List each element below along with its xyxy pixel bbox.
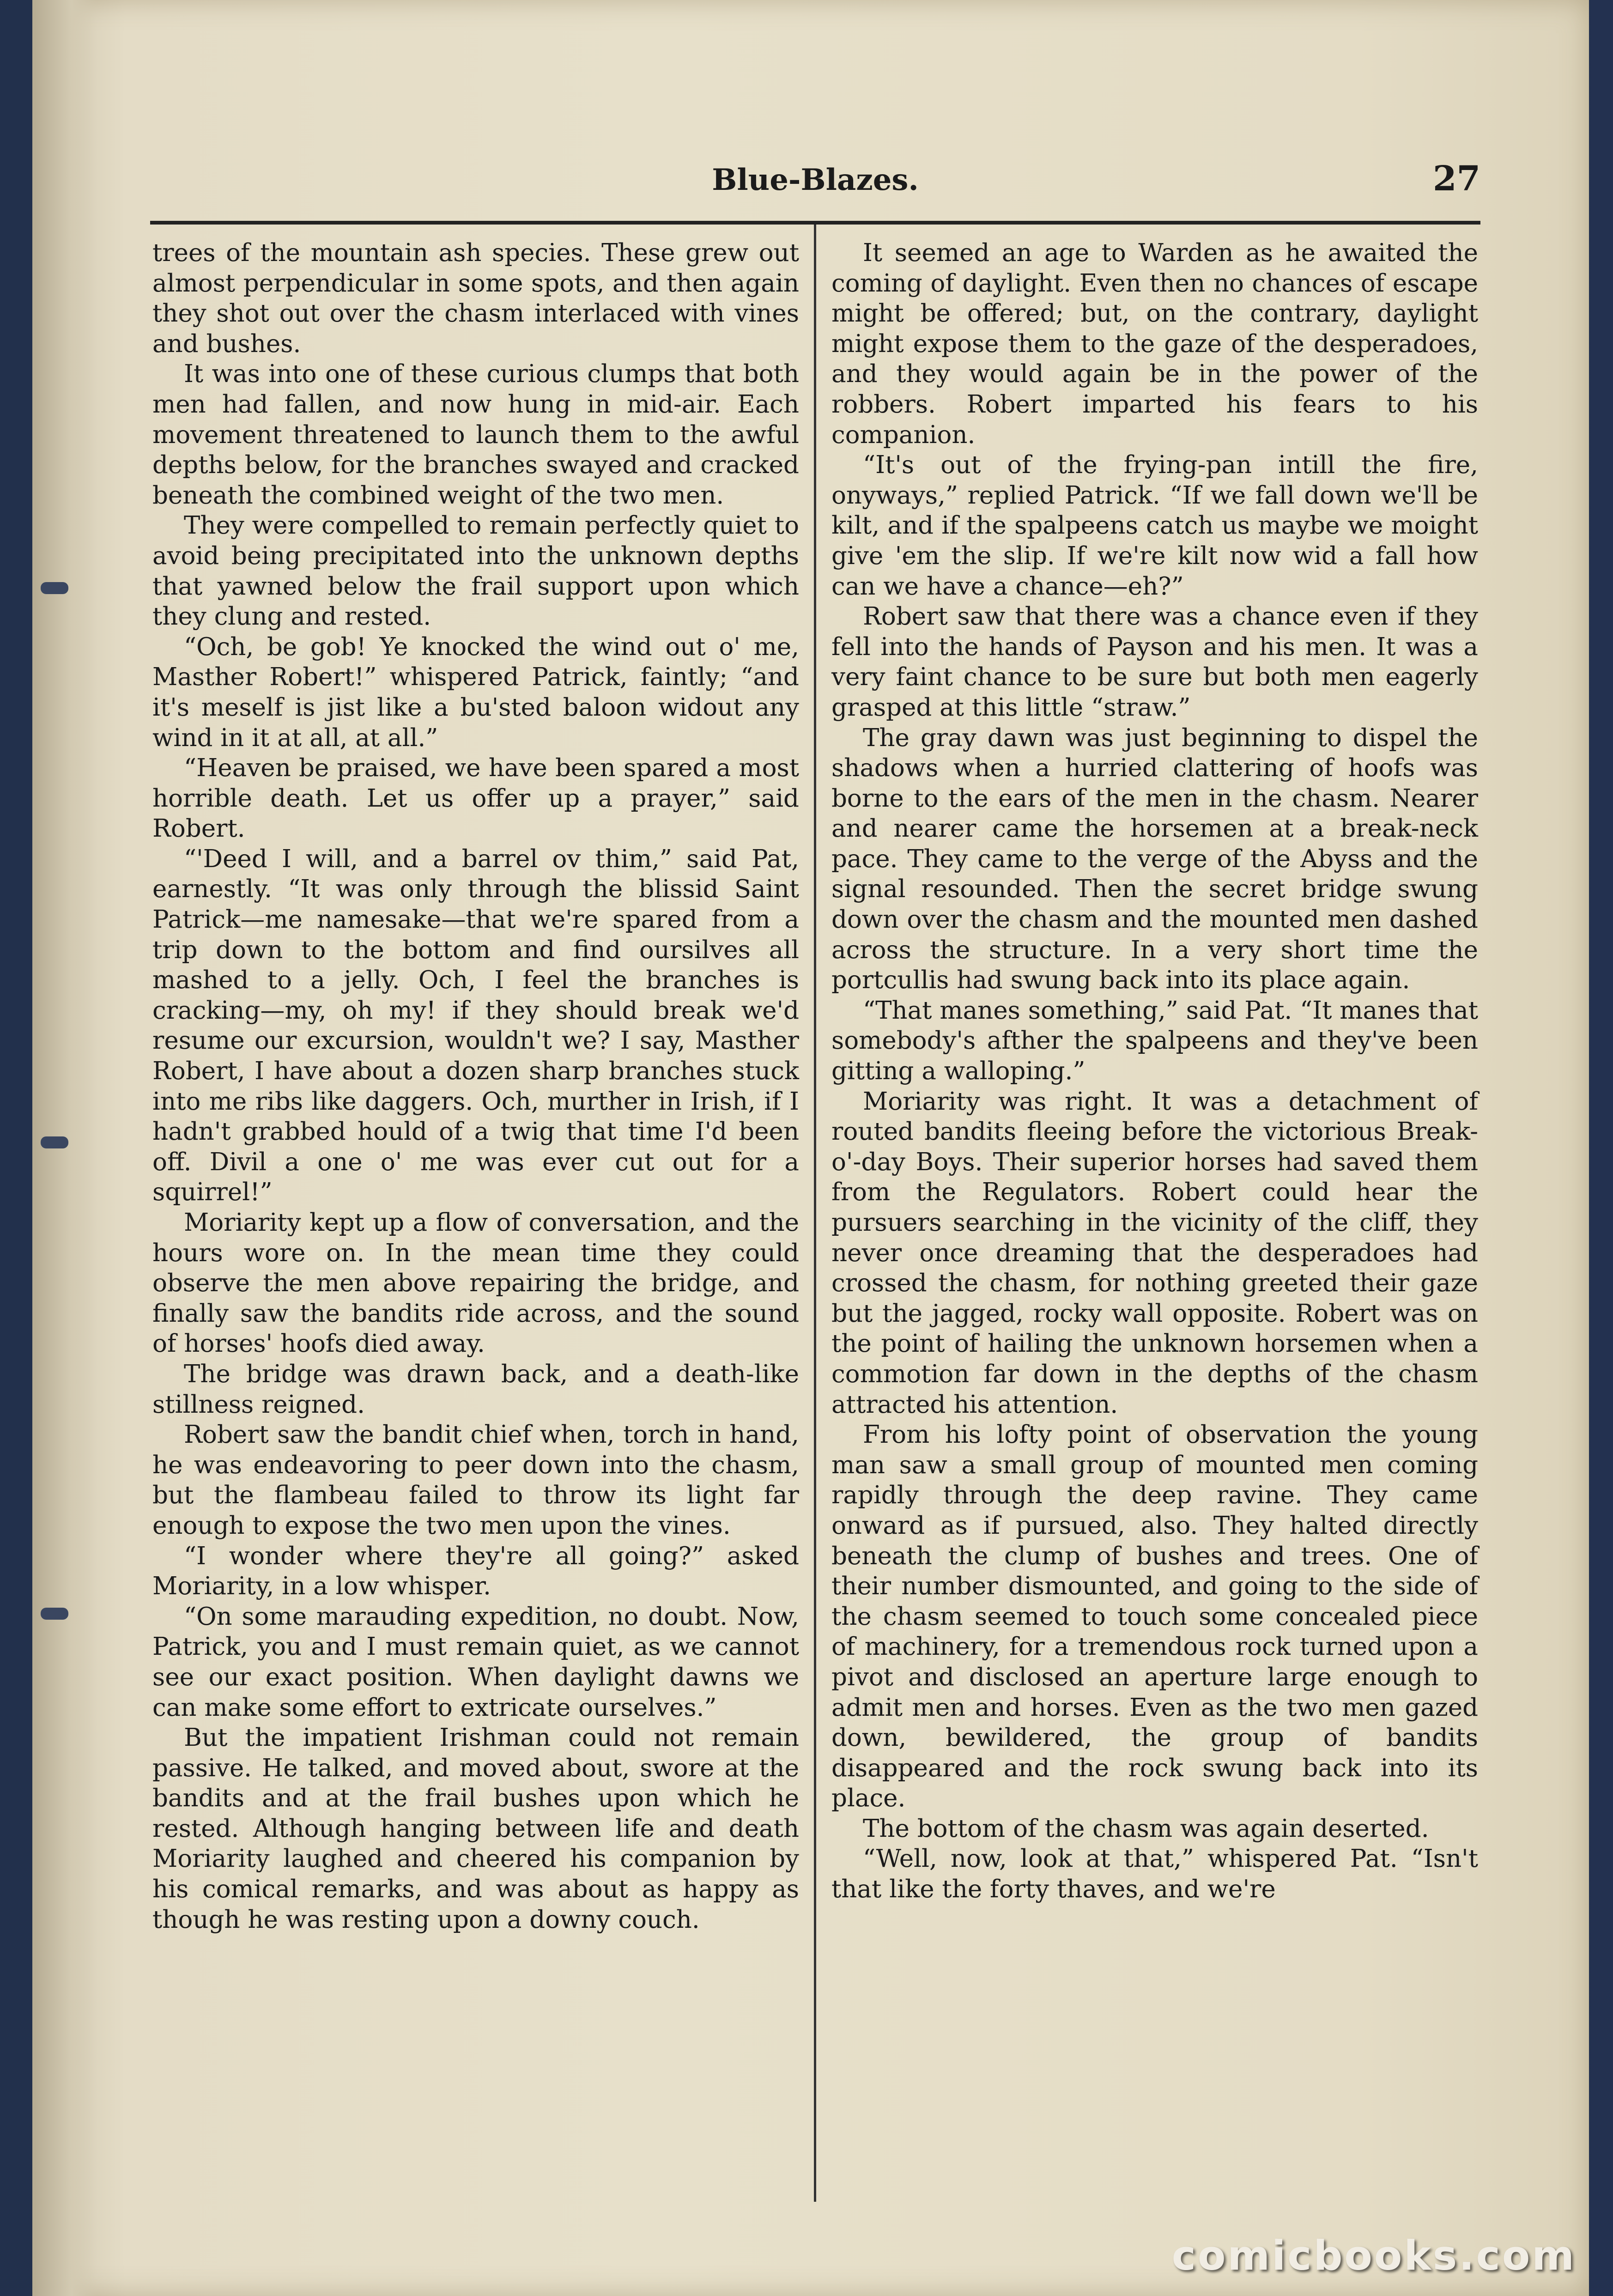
paragraph: It was into one of these curious clumps that both men had fallen, and now hung in mid-air. Each movement threatened to launch them to the awful depths below, for the branches swayed and cracked beneath the combined weight of the two men.	[152, 360, 799, 510]
page-number: 27	[1433, 159, 1480, 199]
paragraph: Moriarity was right. It was a detachment of routed bandits fleeing before the victorious Break-o'-day Boys. Their superior horses had saved them from the Regulators. Robert could hear the pursuers searching in the vicinity of the cliff, they never once dreaming that the desperadoes had crossed the chasm, for nothing greeted their gaze but the jagged, rocky wall opposite. Robert was on the point of hailing the unknown horsemen when a commotion far down in the depths of the chasm attracted his attention.	[831, 1087, 1478, 1419]
paragraph: “I wonder where they're all going?” asked Moriarity, in a low whisper.	[152, 1542, 799, 1601]
paragraph: Robert saw that there was a chance even if they fell into the hands of Payson and his men. It was a very faint chance to be sure but both men eagerly grasped at this little “straw.”	[831, 602, 1478, 722]
paragraph: But the impatient Irishman could not remain passive. He talked, and moved about, swore at the bandits and at the frail bushes upon which he rested. Although hanging between life and death Moriarity laughed and cheered his companion by his comical remarks, and was about as happy as though he was resting upon a downy couch.	[152, 1724, 799, 1934]
paragraph: It seemed an age to Warden as he awaited the coming of daylight. Even then no chances of escape might be offered; but, on the contrary, daylight might expose them to the gaze of the desperadoes, and they would again be in the power of the robbers. Robert imparted his fears to his companion.	[831, 239, 1478, 449]
paragraph: “Well, now, look at that,” whispered Pat. “Isn't that like the forty thaves, and we're	[831, 1845, 1478, 1904]
paragraph: The bottom of the chasm was again deserted.	[863, 1814, 1429, 1843]
running-title: Blue-Blazes.	[712, 163, 919, 197]
paragraph: “That manes something,” said Pat. “It manes that somebody's afther the spalpeens and they've been gitting a walloping.”	[831, 996, 1478, 1086]
page-header	[150, 152, 1480, 208]
paragraph: “Och, be gob! Ye knocked the wind out o' me, Masther Robert!” whispered Patrick, faintly; “and it's meself is jist like a bu'sted baloon widout any wind in it at all, at all.”	[152, 632, 799, 752]
header-rule	[150, 221, 1480, 225]
paragraph: Moriarity kept up a flow of conversation, and the hours wore on. In the mean time they could observe the men above repairing the bridge, and finally saw the bandits ride across, and the sound of horses' hoofs died away.	[152, 1209, 799, 1358]
binding-stitch	[41, 582, 68, 594]
paragraph: “Heaven be praised, we have been spared a most horrible death. Let us offer up a prayer,” said Robert.	[152, 754, 799, 843]
column-divider	[814, 225, 816, 2202]
page-spine	[32, 0, 97, 2296]
binding-stitch	[41, 1608, 68, 1620]
paragraph: “On some marauding expedition, no doubt. Now, Patrick, you and I must remain quiet, as we cannot see our exact position. When daylight dawns we can make some effort to extricate ourselves.”	[152, 1602, 799, 1722]
binding-stitch	[41, 1136, 68, 1148]
paragraph: The bridge was drawn back, and a death-like stillness reigned.	[152, 1360, 799, 1419]
paragraph: They were compelled to remain perfectly quiet to avoid being precipitated into the unknown depths that yawned below the frail support upon which they clung and rested.	[152, 511, 799, 631]
right-column	[831, 238, 1478, 1905]
paragraph: From his lofty point of observation the young man saw a small group of mounted men coming rapidly through the deep ravine. They came onward as if pursued, also. They halted directly beneath the clump of bushes and trees. One of their number dismounted, and going to the side of the chasm seemed to touch some concealed piece of machinery, for a tremendous rock turned upon a pivot and disclosed an aperture large enough to admit men and horses. Even as the two men gazed down, bewildered, the group of bandits disappeared and the rock swung back into its place.	[831, 1421, 1478, 1813]
left-column	[152, 238, 799, 1935]
paragraph: Robert saw the bandit chief when, torch in hand, he was endeavoring to peer down into the chasm, but the flambeau failed to throw its light far enough to expose the two men upon the vines.	[152, 1421, 799, 1540]
paragraph: trees of the mountain ash species. These grew out almost perpendicular in some spots, and then again they shot out over the chasm interlaced with vines and bushes.	[152, 239, 799, 358]
watermark: comicbooks.com	[1171, 2232, 1576, 2279]
paragraph: The gray dawn was just beginning to dispel the shadows when a hurried clattering of hoofs was borne to the ears of the men in the chasm. Nearer and nearer came the horsemen at a break-neck pace. They came to the verge of the Abyss and the signal resounded. Then the secret bridge swung down over the chasm and the mounted men dashed across the structure. In a very short time the portcullis had swung back into its place again.	[831, 723, 1478, 995]
paragraph: “It's out of the frying-pan intill the fire, onyways,” replied Patrick. “If we fall down we'll be kilt, and if the spalpeens catch us maybe we moight give 'em the slip. If we're kilt now wid a fall how can we have a chance—eh?”	[831, 451, 1478, 601]
paragraph: “'Deed I will, and a barrel ov thim,” said Pat, earnestly. “It was only through the blissid Saint Patrick—me namesake—that we're spared from a trip down to the bottom and find oursilves all mashed to a jelly. Och, I feel the branches is cracking—my, oh my! if they should break we'd resume our excursion, wouldn't we? I say, Masther Robert, I have about a dozen sharp branches stuck into me ribs like daggers. Och, murther in Irish, if I hadn't grabbed hould of a twig that time I'd been off. Divil a one o' me was ever cut out for a squirrel!”	[152, 844, 799, 1207]
